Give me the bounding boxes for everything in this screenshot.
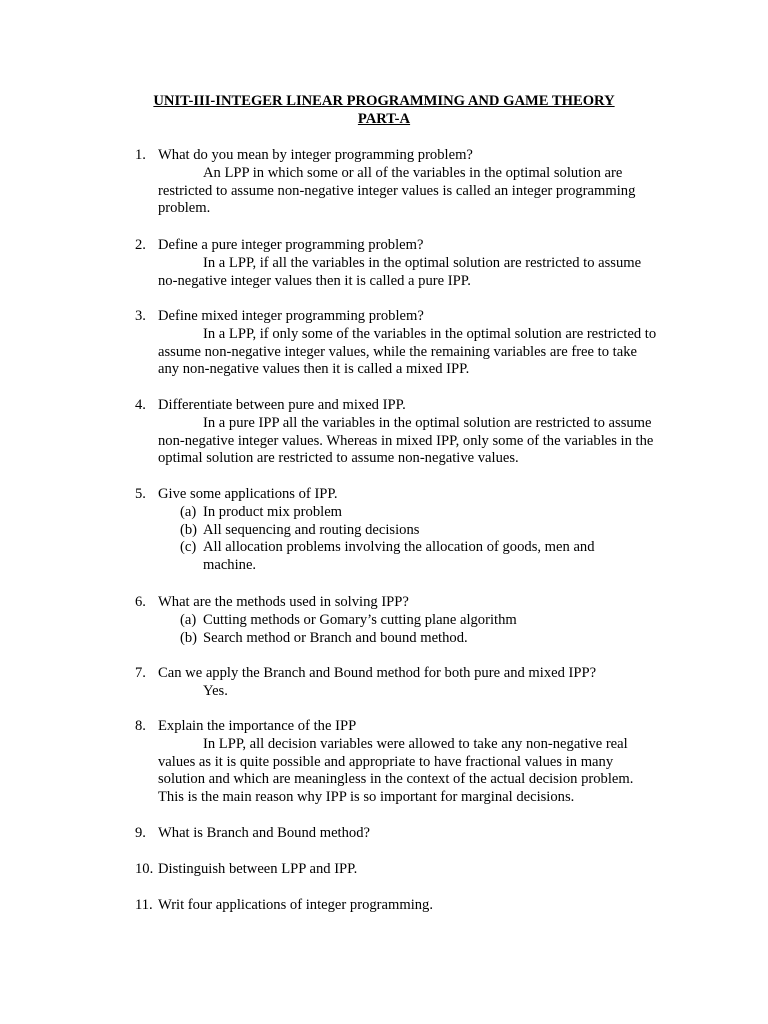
document-title: UNIT-III-INTEGER LINEAR PROGRAMMING AND GAME THEORY xyxy=(153,93,615,109)
answer-text: Yes. xyxy=(203,682,228,699)
question-number: 1. xyxy=(135,147,146,163)
question-text: What do you mean by integer programming problem? xyxy=(158,147,473,163)
question-number: 6. xyxy=(135,594,146,610)
list-item-text: All allocation problems involving the allocation of goods, men and machine. xyxy=(203,539,595,574)
list-item xyxy=(180,612,640,630)
question-number: 8. xyxy=(135,718,146,734)
list-item-text: Cutting methods or Gomary’s cutting plane algorithm xyxy=(203,611,517,628)
question-number: 9. xyxy=(135,825,146,841)
answer-text: In LPP, all decision variables were allowed to take any non-negative real values as it is quite possible and appropriate to have fractional values in many solution and which are meaningless in the context of the actual decision problem. This is the main reason why IPP is so important for marginal decisions. xyxy=(158,735,634,806)
question-text: Define mixed integer programming problem? xyxy=(158,308,424,324)
question-text: What are the methods used in solving IPP? xyxy=(158,594,409,610)
sub-item-list xyxy=(180,612,640,648)
question-number: 11. xyxy=(135,897,153,913)
question-text: Can we apply the Branch and Bound method for both pure and mixed IPP? xyxy=(158,665,597,681)
list-item xyxy=(180,539,640,575)
sub-item-list xyxy=(180,504,640,575)
question-text: What is Branch and Bound method? xyxy=(158,825,370,841)
question-text: Differentiate between pure and mixed IPP. xyxy=(158,397,406,413)
question-number: 5. xyxy=(135,486,146,502)
answer-text: In a LPP, if all the variables in the optimal solution are restricted to assume no-negative integer values then it is called a pure IPP. xyxy=(158,254,642,289)
list-item-text: Search method or Branch and bound method. xyxy=(203,629,468,646)
list-item-label: (a) xyxy=(180,503,197,520)
section-heading: PART-A xyxy=(357,111,411,127)
list-item-label: (b) xyxy=(180,521,198,538)
list-item-label: (b) xyxy=(180,629,198,646)
question-text: Explain the importance of the IPP xyxy=(158,718,357,734)
list-item xyxy=(180,504,640,522)
question-number: 10. xyxy=(135,861,154,877)
question-text: Give some applications of IPP. xyxy=(158,486,338,502)
list-item xyxy=(180,630,640,648)
question-number: 2. xyxy=(135,237,146,253)
answer-text: In a LPP, if only some of the variables in the optimal solution are restricted to assume non-negative integer values, while the remaining variables are free to take any non-negative values then it is called a mixed IPP. xyxy=(158,325,657,378)
question-text: Define a pure integer programming problem? xyxy=(158,237,424,253)
question-text: Distinguish between LPP and IPP. xyxy=(158,861,358,877)
list-item-label: (c) xyxy=(180,539,197,556)
question-number: 7. xyxy=(135,665,146,681)
answer-text: An LPP in which some or all of the variables in the optimal solution are restricted to assume non-negative integer values is called an integer programming problem. xyxy=(158,164,636,217)
list-item-text: In product mix problem xyxy=(203,503,343,520)
list-item-text: All sequencing and routing decisions xyxy=(203,521,420,538)
question-number: 3. xyxy=(135,308,146,324)
list-item xyxy=(180,522,640,540)
question-text: Writ four applications of integer programming. xyxy=(158,897,433,913)
question-number: 4. xyxy=(135,397,146,413)
answer-text: In a pure IPP all the variables in the optimal solution are restricted to assume non-negative integer values. Whereas in mixed IPP, only some of the variables in the optimal solution are restricted to assume non-negative values. xyxy=(158,414,654,467)
list-item-label: (a) xyxy=(180,611,197,628)
